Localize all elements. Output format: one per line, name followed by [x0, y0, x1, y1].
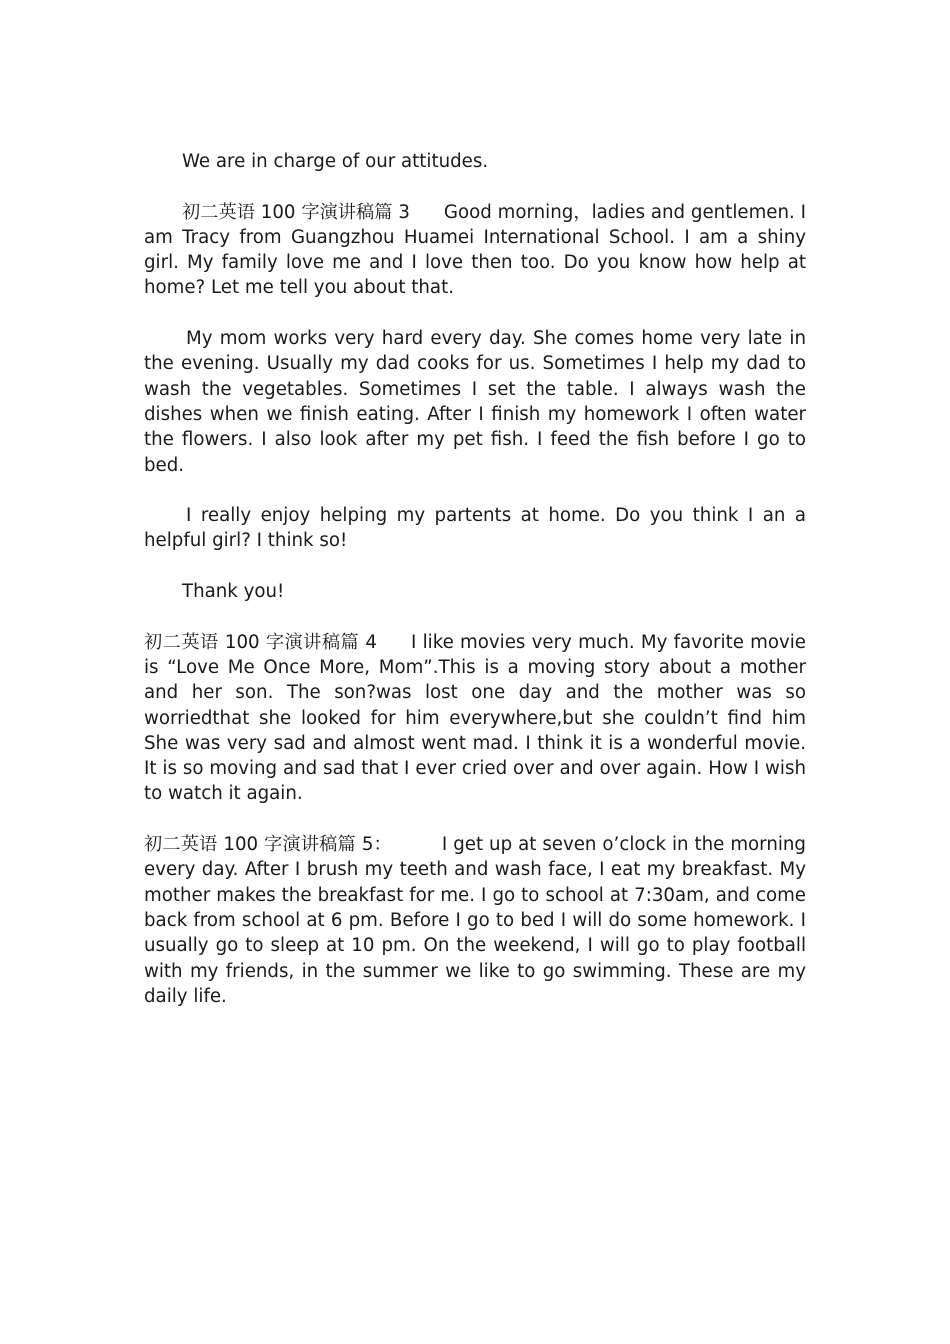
- paragraph-enjoy-helping: [144, 503, 806, 554]
- paragraph-text: Thank you!: [182, 581, 285, 603]
- speech-4-body: I like movies very much. My favorite movie is “Love Me Once More, Mom”.This is a moving story about a mother and her son. The son?was lost one day and the mother was so worriedthat she looked for him everywhere,but she couldn’t find him She was very sad and almost went mad. I think it is a wonderful movie. It is so moving and sad that I ever cried over and over again. How I wish to watch it again.: [144, 631, 806, 805]
- paragraph-text: My mom works very hard every day. She comes home very late in the evening. Usually my dad cooks for us. Sometimes I help my dad to wash the vegetables. Sometimes I set the table. I always wash the dishes when we finish eating. After I finish my homework I often water the flowers. I also look after my pet fish. I feed the fish before I go to bed.: [144, 328, 806, 476]
- speech-5-heading: 初二英语 100 字演讲稿篇 5：: [144, 834, 392, 856]
- paragraph-text: We are in charge of our attitudes.: [182, 151, 489, 172]
- speech-5-body: I get up at seven o’clock in the morning every day. After I brush my teeth and wash face, I eat my breakfast. My mother makes the breakfast for me. I go to school at 7:30am, and come back from school at 6 pm. Before I go to bed I will do some homework. I usually go to sleep at 10 pm. On the weekend, I will go to play football with my friends, in the summer we like to go swimming. These are my daily life.: [144, 834, 806, 1007]
- speech-4-heading: 初二英语 100 字演讲稿篇 4: [144, 631, 377, 653]
- speech-3-body: Good morning，ladies and gentlemen. I am Tracy from Guangzhou Huamei International School. I am a shiny girl. My family love me and I love then too. Do you know how help at home? Let me tell you about that.: [144, 201, 806, 299]
- paragraph-mom-works: [144, 326, 806, 478]
- paragraph-speech-4: [144, 630, 806, 807]
- paragraph-thank-you: [144, 579, 806, 604]
- document-body: [144, 149, 806, 1034]
- paragraph-speech-3: [144, 200, 806, 301]
- paragraph-text: I really enjoy helping my partents at home. Do you think I an a helpful girl? I think so!: [144, 505, 806, 552]
- paragraph-attitudes: [144, 149, 806, 174]
- speech-3-heading: 初二英语 100 字演讲稿篇 3: [182, 201, 410, 223]
- paragraph-speech-5: [144, 832, 806, 1009]
